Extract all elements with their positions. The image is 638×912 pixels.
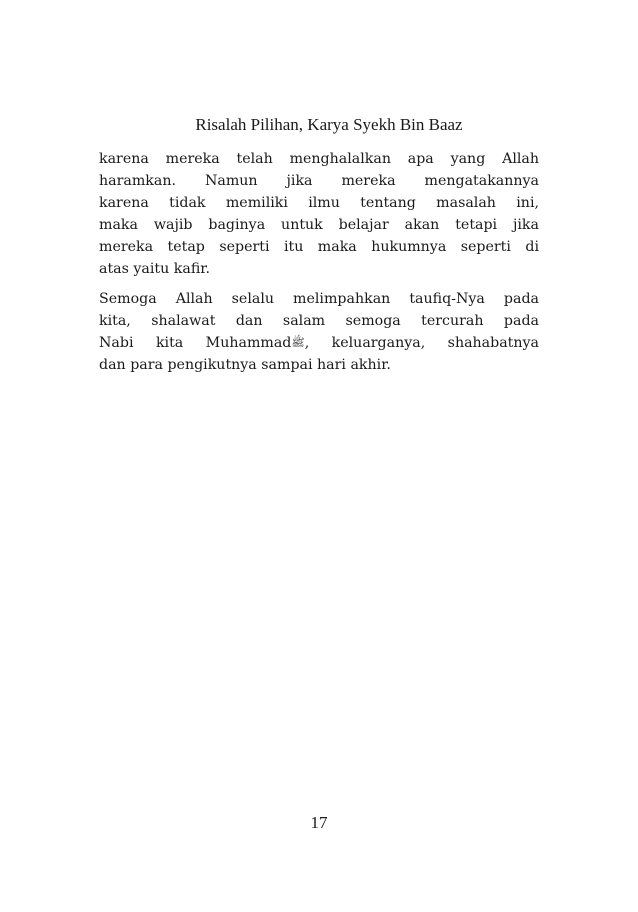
text-line: karena mereka telah menghalalkan apa yang Allah [99, 151, 539, 167]
text-line: kita, shalawat dan salam semoga tercurah pada [99, 313, 539, 329]
page-number-text: 17 [310, 813, 328, 832]
page-body [99, 148, 539, 384]
text-line: atas yaitu kafir. [99, 261, 211, 277]
paragraph-1 [99, 148, 539, 280]
text-segment: Nabi kita Muhammad [99, 335, 292, 351]
text-line: mereka tetap seperti itu maka hukumnya seperti di [99, 239, 539, 255]
running-header [0, 114, 638, 136]
honorific-symbol: ﷺ [291, 336, 305, 349]
text-line: maka wajib baginya untuk belajar akan tetapi jika [99, 217, 539, 233]
text-segment: , keluarganya, shahabatnya [304, 335, 539, 351]
text-line: haramkan. Namun jika mereka mengatakannya [99, 173, 539, 189]
running-title: Risalah Pilihan, Karya Syekh Bin Baaz [195, 115, 463, 134]
text-line: dan para pengikutnya sampai hari akhir. [99, 357, 391, 373]
text-line: karena tidak memiliki ilmu tentang masalah ini, [99, 195, 539, 211]
paragraph-2 [99, 288, 539, 376]
text-line-with-honorific [99, 332, 539, 354]
text-line: Semoga Allah selalu melimpahkan taufiq-Nya pada [99, 291, 539, 307]
page-number [0, 812, 638, 834]
